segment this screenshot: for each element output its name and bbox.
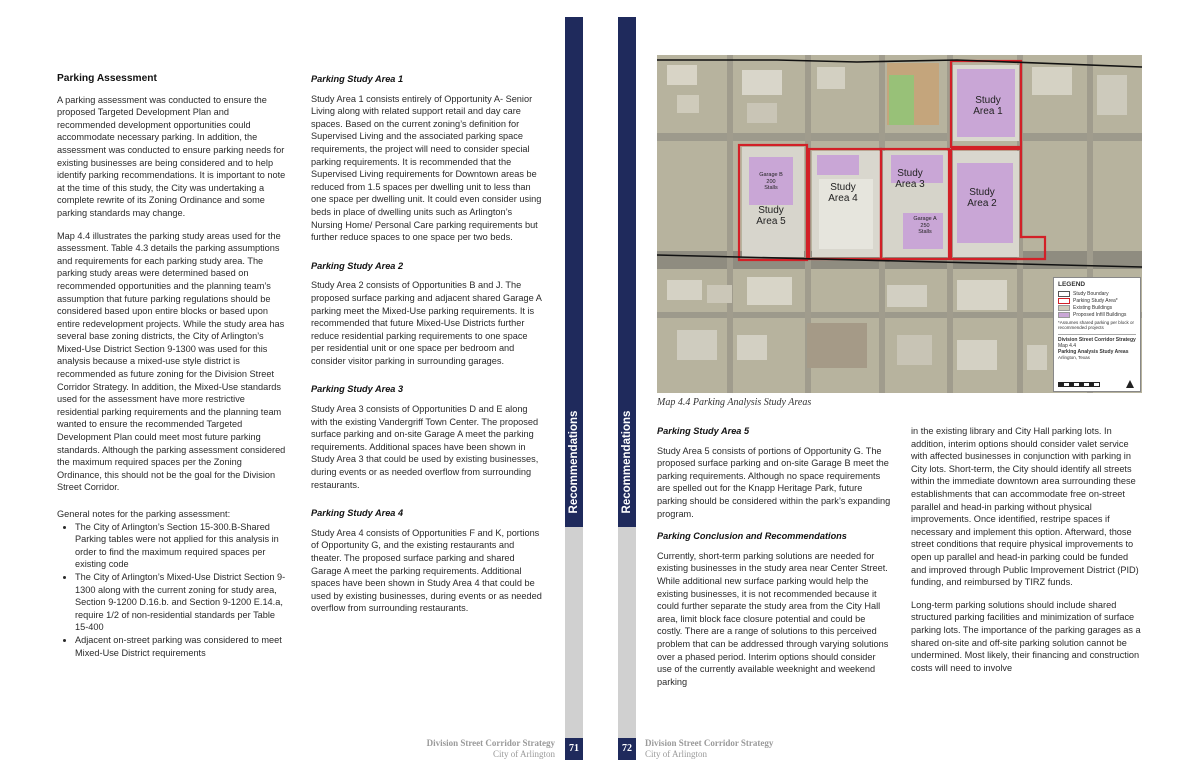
parking-study-map — [657, 55, 1142, 393]
parking-assessment-para2: Map 4.4 illustrates the parking study areas used for the assessment. Table 4.3 details the parking assumptions and requirements for each parking study area. The parking study areas were determined based on recommended opportunities and the planning team’s assumption that future parking regulations should be considered based upon entire blocks or based upon entire redevelopment projects. While the study area has several base zoning districts, the City of Arlington’s Mixed-Use District Section 9-1300 was used for this analysis because a mixed-use style district is recommended as future zoning for the Division Street Corridor Strategy. In addition, the Mixed-Use standards used for the assessment have more restrictive residential parking requirements and the planning team wanted to ensure the recommended Targeted Development Plan could meet most future parking standards. Although the parking assessment considered the maximum required spaces per the Zoning Ordinance, this should not be the goal for the Division Street Corridor. — [57, 230, 286, 493]
left-footer — [427, 738, 555, 760]
legend-map-place: Arlington, Texas — [1058, 355, 1090, 360]
study-area-4-label: Study Area 4 — [828, 182, 858, 204]
legend-label: Parking Study Area* — [1073, 298, 1118, 304]
left-side-label: Recommendations — [568, 410, 580, 514]
left-column-1 — [57, 73, 289, 659]
north-arrow-icon — [1126, 380, 1134, 388]
long-term-text: Long-term parking solutions should include shared structured parking facilities and minimization of surface parking lots. The importance of the parking garages as a shared on-site and off-site parking solution cannot be undermined. Most likely, their financing and construction costs will need to involve — [911, 599, 1141, 673]
legend-swatch-proposed — [1058, 312, 1070, 318]
left-side-strip — [565, 17, 583, 758]
garage-a-name: Garage A — [913, 216, 937, 222]
right-footer-title: Division Street Corridor Strategy — [645, 738, 774, 748]
legend-item — [1058, 291, 1136, 297]
study-area-2-label: Study Area 2 — [967, 187, 997, 209]
map-legend — [1053, 277, 1141, 392]
legend-label: Existing Buildings — [1073, 305, 1113, 311]
legend-note: *Assumes shared parking per block or recommended projects — [1058, 320, 1135, 330]
study-area-2-text: Study Area 2 consists of Opportunities B and J. The proposed surface parking and adjacent shared Garage A parking meet the Mixed-Use parking requirements. It is recommended that future Mixed-Use Districts further reduce residential parking requirements to one space per residential unit or one space per bedroom and consider visitor parking in surrounding garages. — [311, 280, 542, 366]
list-item: • The City of Arlington’s Mixed-Use District Section 9-1300 along with the current zoning for study area, Section 9-1200 D.16.b. and Section 9-1200 E.14.a, require 1/2 of non-residential standards per Table 15-400 — [75, 571, 289, 634]
right-column-1 — [657, 425, 891, 698]
legend-item — [1058, 298, 1136, 304]
legend-map-name: Parking Analysis Study Areas — [1058, 349, 1129, 355]
left-column-2 — [311, 73, 543, 625]
legend-swatch-study-area — [1058, 298, 1070, 304]
study-area-1-heading: Parking Study Area 1 — [311, 74, 404, 84]
parking-assessment-para1: A parking assessment was conducted to ensure the proposed Targeted Development Plan and recommended development opportunities could accommodate necessary parking. In addition, the assessment was conducted to ensure parking needs for existing businesses are being considered and to help identify parking recommendations. It is important to note at the time of this study, the City was undertaking a complete rewrite of its Zoning Ordinance and some parking standards may change. — [57, 94, 286, 218]
legend-label: Study Boundary — [1073, 291, 1109, 297]
garage-b-name: Garage B — [759, 172, 783, 178]
study-area-5-heading: Parking Study Area 5 — [657, 426, 750, 436]
study-area-5-text: Study Area 5 consists of portions of Opportunity G. The proposed surface parking and on-site Garage B meet the parking requirements. Although no space requirements are spelled out for the Knapp Heritage Park, future parking should be considered within the park’s expanding program. — [657, 445, 891, 519]
page-number-72: 72 — [618, 738, 636, 760]
left-footer-title: Division Street Corridor Strategy — [426, 738, 555, 748]
left-footer-sub: City of Arlington — [492, 749, 555, 759]
list-item: • Adjacent on-street parking was considered to meet Mixed-Use District requirements — [75, 634, 289, 659]
right-footer-sub: City of Arlington — [645, 749, 708, 759]
legend-title: LEGEND — [1058, 281, 1086, 288]
parking-assessment-heading: Parking Assessment — [57, 73, 157, 84]
study-area-4-text: Study Area 4 consists of Opportunities F and K, portions of Opportunity G, and the existing restaurants and theater. The proposed surface parking and shared Garage A meet the parking requirements. Additional spaces have been shown in Study Area 4 that could be used by existing businesses, during events or as needed overflow from surrounding restaurants. — [311, 527, 542, 614]
legend-swatch-existing — [1058, 305, 1070, 311]
list-item: • The City of Arlington’s Section 15-300.B-Shared Parking tables were not applied for this analysis in order to find the maximum required spaces per existing code — [75, 521, 289, 571]
map-caption: Map 4.4 Parking Analysis Study Areas — [657, 397, 812, 408]
legend-map-title: Division Street Corridor Strategy — [1058, 337, 1136, 343]
interim-options-text: in the existing library and City Hall parking lots. In addition, interim options should consider valet service with affected businesses in conjunction with parking in City lots. Short-term, the City should identify all streets within the immediate downtown area surrounding these establishments that can accommodate free on-street parallel and head-in parking without physical improvements. Once identified, restripe spaces if necessary and implement this option. Afterward, those street conditions that require physical improvements to open up parallel and head-in parking could be funded and improved through Public Improvement District (PID) funding, and reimbursed by TIRZ funds. — [911, 426, 1139, 588]
study-area-4-heading: Parking Study Area 4 — [311, 508, 404, 519]
study-area-1-label: Study Area 1 — [973, 95, 1003, 117]
right-side-strip — [618, 17, 636, 758]
study-area-3-heading: Parking Study Area 3 — [311, 384, 404, 395]
study-area-3-label: Study Area 3 — [895, 168, 925, 190]
legend-swatch-boundary — [1058, 291, 1070, 297]
study-area-3-text: Study Area 3 consists of Opportunities D and E along with the existing Vandergriff Town Center. The proposed surface parking and on-site Garage A meet the parking requirements. Additional spaces have been shown in Study Area 3 that could be used by existing businesses, during events or as needed overflow from surrounding restaurants. — [311, 404, 539, 490]
garage-b-count: 200 — [766, 178, 776, 185]
legend-title-block — [1058, 334, 1136, 361]
legend-item — [1058, 305, 1136, 311]
legend-item — [1058, 312, 1136, 318]
garage-b-label — [753, 172, 789, 192]
study-area-5-label: Study Area 5 — [756, 205, 786, 227]
page-number-71: 71 — [565, 738, 583, 760]
garage-a-unit: Stalls — [918, 229, 932, 235]
legend-label: Proposed Infill Buildings — [1073, 312, 1127, 318]
garage-b-unit: Stalls — [764, 185, 778, 191]
legend-map-num: Map 4.4 — [1058, 343, 1077, 349]
garage-a-label — [907, 216, 943, 236]
general-notes-intro: General notes for the parking assessment: — [57, 509, 231, 519]
right-column-2 — [911, 425, 1145, 684]
study-area-1-text: Study Area 1 consists entirely of Opportunity A- Senior Living along with related support retail and day care spaces. Based on the current zoning’s definition for Supervised Living and the associated parking space requirements, the project will need to consider special parking requirements. It is recommended that the Supervised Living requirements for Downtown areas be reduced from 1.5 spaces per dwelling unit to less than one space per dwelling unit. It could even consider using beds in place of dwelling units such as Arlington’s Nursing Home/ Personal Care parking requirements but further reduce spaces to one space per two beds. — [311, 93, 542, 243]
conclusion-heading: Parking Conclusion and Recommendations — [657, 531, 847, 542]
garage-a-count: 250 — [920, 222, 930, 229]
study-area-2-heading: Parking Study Area 2 — [311, 260, 404, 271]
right-footer — [645, 738, 773, 760]
general-notes-list — [57, 521, 289, 660]
conclusion-text: Currently, short-term parking solutions are needed for existing businesses in the study area near Center Street. While additional new surface parking would help the existing businesses, it is not recommended because it could further separate the study area from the City Hall area, limit block face closure potential and could be costly. There are a range of solutions to this perceived problem that can be addressed through varying solutions over a phased period. Interim options should consider use of the currently available weeknight and weekend parking — [657, 550, 889, 687]
right-side-label: Recommendations — [621, 410, 633, 514]
scale-bar-icon — [1058, 382, 1100, 387]
